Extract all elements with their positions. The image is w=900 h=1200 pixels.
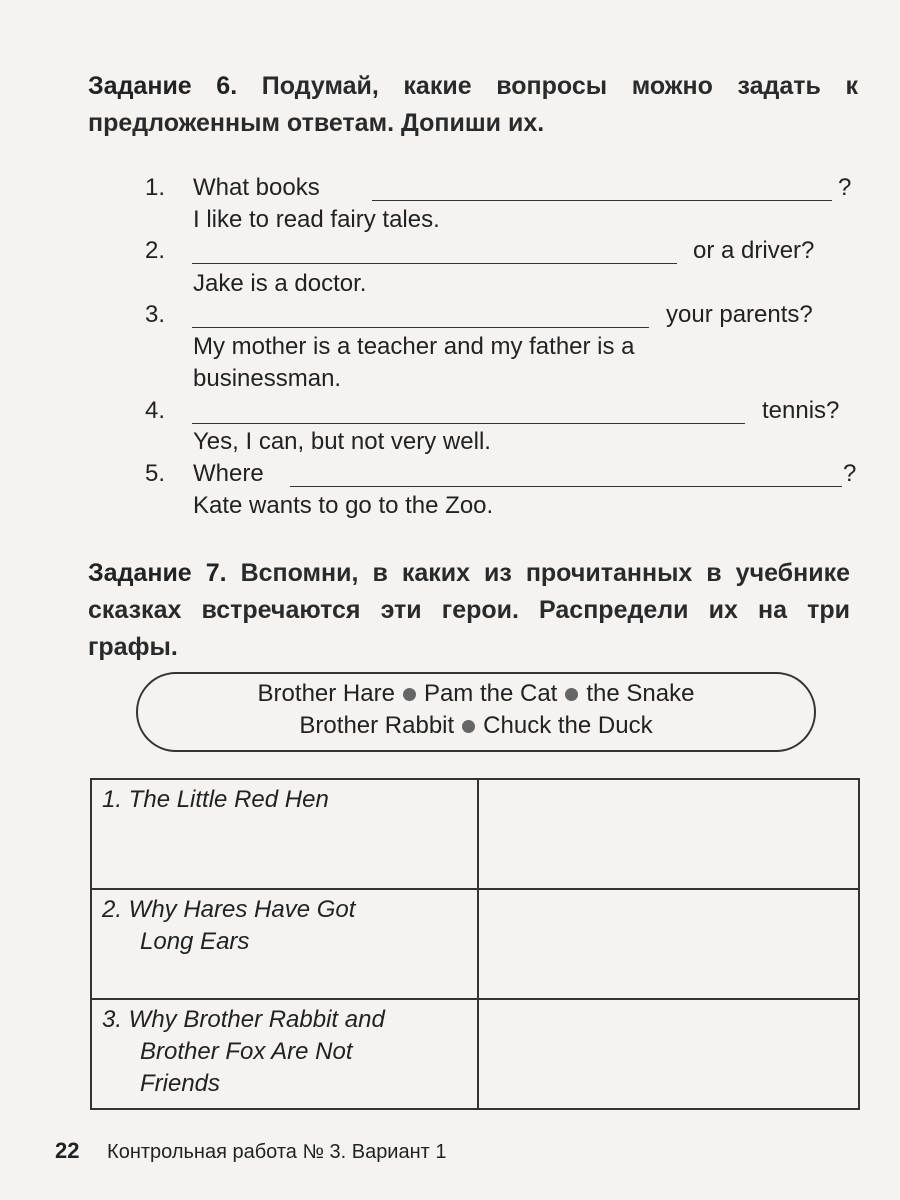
character-the-snake: the Snake xyxy=(586,680,695,707)
character-chuck-the-duck: Chuck the Duck xyxy=(483,712,653,739)
task7-heading xyxy=(88,555,850,666)
table-row xyxy=(91,889,859,999)
story-answer-cell-2[interactable] xyxy=(478,889,859,999)
item5-question-start: Where xyxy=(193,460,264,487)
story-title-3-line3: Friends xyxy=(140,1070,221,1097)
item5-answer: Kate wants to go to the Zoo. xyxy=(193,492,494,519)
item1-answer-line[interactable] xyxy=(372,200,832,201)
item3-question-end: your parents? xyxy=(666,301,813,328)
task6-heading xyxy=(88,68,858,142)
item5-question-end: ? xyxy=(843,460,857,487)
item4-answer-line[interactable] xyxy=(192,423,745,424)
story-answer-cell-1[interactable] xyxy=(478,779,859,889)
table-row xyxy=(91,779,859,889)
item3-answer-line[interactable] xyxy=(192,327,649,328)
footer-title: Контрольная работа № 3. Вариант 1 xyxy=(107,1141,447,1163)
task6-label: Задание 6. xyxy=(88,72,238,100)
item5-answer-line[interactable] xyxy=(290,486,842,487)
story-title-3 xyxy=(91,999,478,1109)
item2-number: 2. xyxy=(145,237,166,264)
task7-label: Задание 7. xyxy=(88,559,227,587)
bullet-dot-icon xyxy=(565,688,578,701)
item1-number: 1. xyxy=(145,174,166,201)
item3-answer-cont: businessman. xyxy=(193,365,342,392)
bullet-dot-icon xyxy=(403,688,416,701)
item4-number: 4. xyxy=(145,397,166,424)
story-title-2-line2: Long Ears xyxy=(140,928,250,955)
story-answer-cell-3[interactable] xyxy=(478,999,859,1109)
item2-answer: Jake is a doctor. xyxy=(193,270,367,297)
item2-answer-line[interactable] xyxy=(192,263,677,264)
story-title-1-text: 1. The Little Red Hen xyxy=(102,786,329,813)
item4-question-end: tennis? xyxy=(762,397,840,424)
story-title-2 xyxy=(91,889,478,999)
item1-question-start: What books xyxy=(193,174,320,201)
item4-answer: Yes, I can, but not very well. xyxy=(193,428,491,455)
item2-question-end: or a driver? xyxy=(693,237,815,264)
story-title-1 xyxy=(91,779,478,889)
bullet-dot-icon xyxy=(462,720,475,733)
item5-number: 5. xyxy=(145,460,166,487)
page-number: 22 xyxy=(55,1138,80,1163)
page-footer xyxy=(55,1138,447,1164)
table-row xyxy=(91,999,859,1109)
story-title-2-line1: 2. Why Hares Have Got xyxy=(102,896,356,923)
character-brother-hare: Brother Hare xyxy=(257,680,395,707)
item1-answer: I like to read fairy tales. xyxy=(193,206,440,233)
item3-answer: My mother is a teacher and my father is a xyxy=(193,333,635,360)
item1-question-end: ? xyxy=(838,174,852,201)
characters-box xyxy=(136,672,816,752)
story-title-3-line1: 3. Why Brother Rabbit and xyxy=(102,1006,385,1033)
task7-instruction: Вспомни, в каких из прочитанных в учебнике сказках встречаются эти герои. Распредели их на три графы. xyxy=(88,559,850,661)
task6-instruction: Подумай, какие вопросы можно задать к предложенным ответам. Допиши их. xyxy=(88,72,858,137)
character-pam-the-cat: Pam the Cat xyxy=(423,680,558,707)
item3-number: 3. xyxy=(145,301,166,328)
stories-table xyxy=(90,778,860,1110)
character-brother-rabbit: Brother Rabbit xyxy=(299,712,455,739)
story-title-3-line2: Brother Fox Are Not xyxy=(140,1038,353,1065)
